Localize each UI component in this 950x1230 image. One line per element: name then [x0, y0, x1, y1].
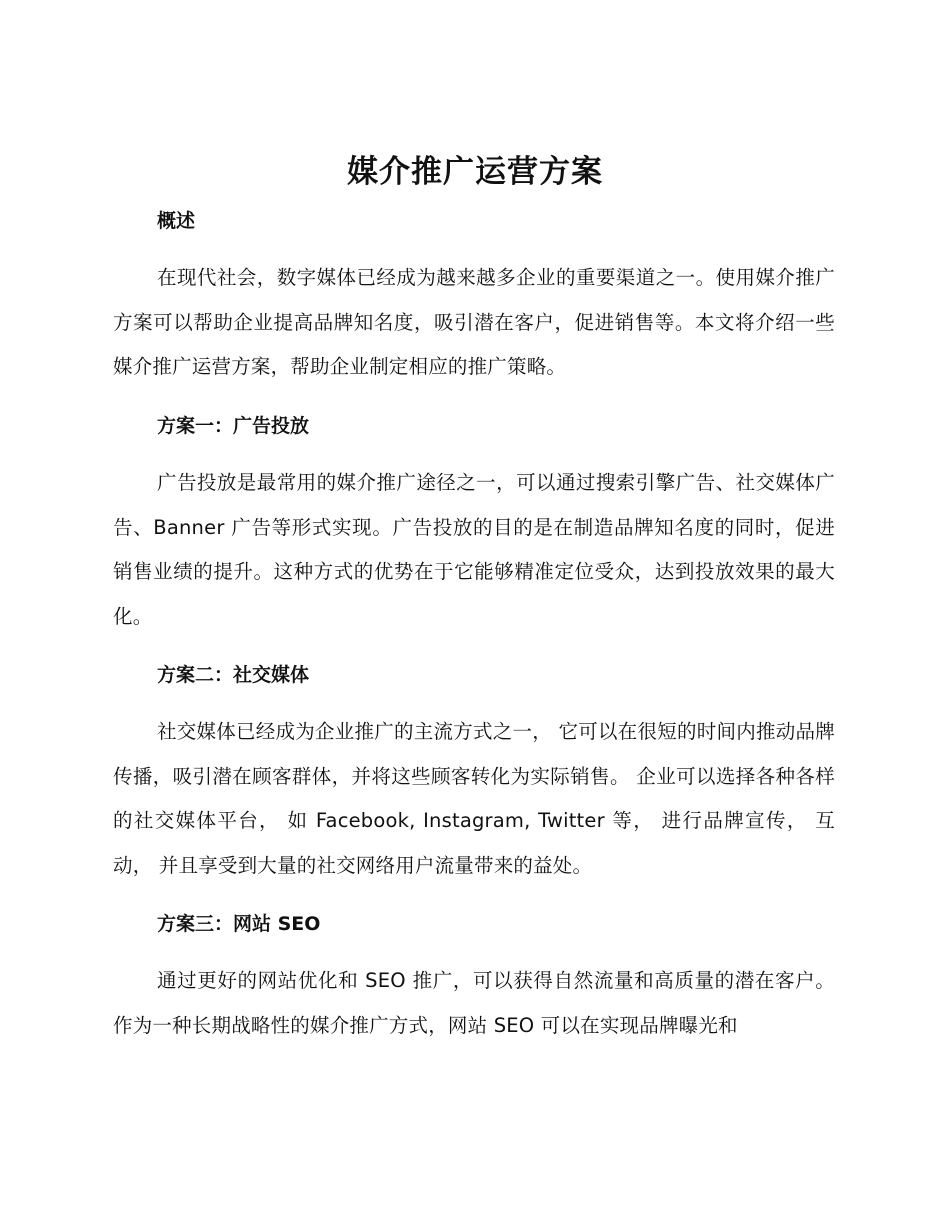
section-paragraph-social-media: 社交媒体已经成为企业推广的主流方式之一， 它可以在很短的时间内推动品牌传播，吸引潜在顾客群体，并将这些顾客转化为实际销售。 企业可以选择各种各样的社交媒体平台， 如 Facebook, Instagram, Twitter 等， 进行品牌宣传， 互动， 并且享受到大量的社交网络用户流量带来的益处。 [113, 720, 835, 877]
section-paragraph-seo: 通过更好的网站优化和 SEO 推广，可以获得自然流量和高质量的潜在客户。作为一种长期战略性的媒介推广方式，网站 SEO 可以在实现品牌曝光和 [113, 969, 835, 1037]
page-title: 媒介推广运营方案 [347, 154, 603, 190]
section-heading-overview: 概述 [157, 210, 196, 232]
section-heading-advertising: 方案一：广告投放 [157, 415, 310, 437]
section-heading-social-media: 方案二：社交媒体 [157, 664, 310, 686]
section-paragraph-overview: 在现代社会，数字媒体已经成为越来越多企业的重要渠道之一。使用媒介推广方案可以帮助企业提高品牌知名度，吸引潜在客户，促进销售等。本文将介绍一些媒介推广运营方案，帮助企业制定相应的推广策略。 [113, 266, 835, 378]
section-paragraph-advertising: 广告投放是最常用的媒介推广途径之一，可以通过搜索引擎广告、社交媒体广告、Banner 广告等形式实现。广告投放的目的是在制造品牌知名度的同时，促进销售业绩的提升。这种方式的优势在于它能够精准定位受众，达到投放效果的最大化。 [113, 471, 835, 628]
section-heading-seo: 方案三：网站 SEO [157, 913, 321, 935]
